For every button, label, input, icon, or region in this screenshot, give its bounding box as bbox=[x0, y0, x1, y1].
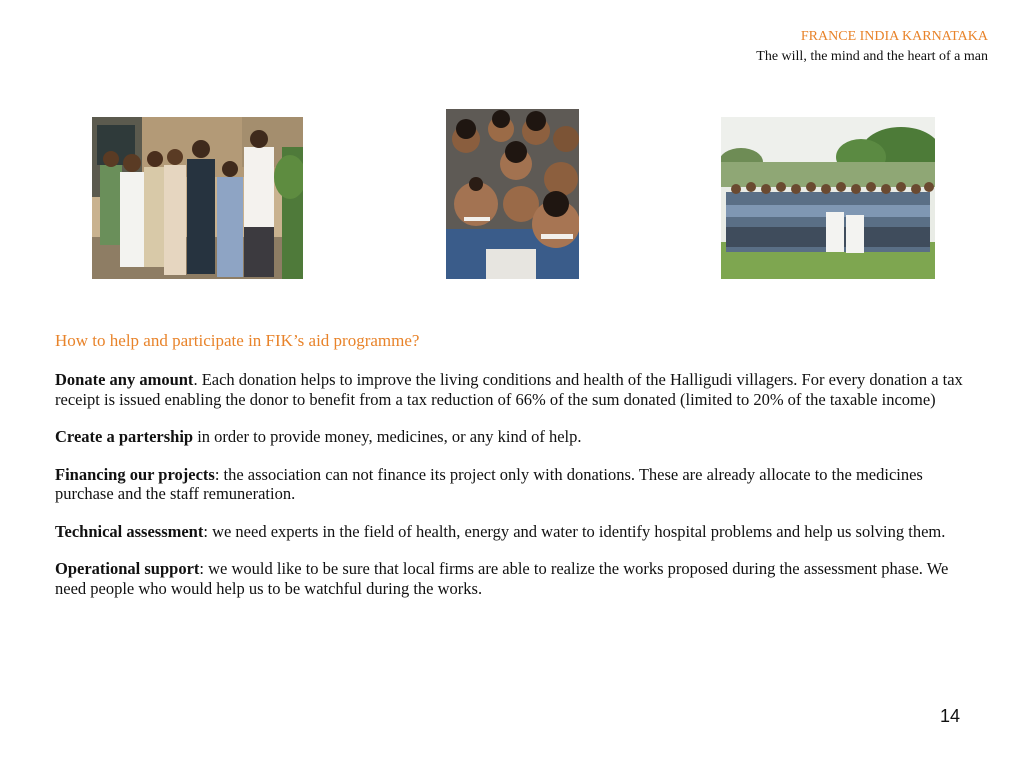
item-text: : the association can not finance its project only with donations. These are already allocate to the medicines purchase and the staff remuneration. bbox=[55, 464, 923, 503]
item-technical-assessment bbox=[55, 522, 970, 542]
item-term: Financing our projects bbox=[55, 464, 215, 484]
slide-header bbox=[756, 28, 988, 66]
section-title: How to help and participate in FIK’s aid programme? bbox=[55, 331, 420, 350]
item-term: Donate any amount bbox=[55, 370, 194, 389]
organization-name: FRANCE INDIA KARNATAKA bbox=[800, 29, 988, 44]
page-number: 14 bbox=[940, 706, 961, 726]
item-financing bbox=[55, 465, 970, 504]
item-partnership bbox=[55, 427, 970, 447]
item-term: Technical assessment bbox=[55, 521, 204, 541]
photo-group-building-image bbox=[92, 117, 303, 279]
item-donate bbox=[55, 370, 970, 409]
photo-students-lawn bbox=[721, 117, 935, 279]
help-section bbox=[55, 330, 970, 616]
item-text: : we would like to be sure that local firms are able to realize the works proposed during the assessment phase. We need people who would help us to be watchful during the works. bbox=[55, 559, 949, 598]
photo-group-building bbox=[92, 117, 303, 279]
photo-children-image bbox=[446, 109, 579, 279]
item-text: : we need experts in the field of health, energy and water to identify hospital problems and help us solving them. bbox=[203, 521, 946, 541]
item-term: Operational support bbox=[55, 559, 200, 578]
item-text: in order to provide money, medicines, or any kind of help. bbox=[193, 427, 582, 446]
item-text: . Each donation helps to improve the living conditions and health of the Halligudi villagers. For every donation a tax receipt is issued enabling the donor to benefit from a tax reduction of 66% of the sum donated (limited to 20% of the taxable income) bbox=[55, 370, 963, 409]
item-term: Create a partership bbox=[55, 427, 194, 446]
item-operational-support bbox=[55, 559, 970, 598]
photo-children bbox=[446, 109, 579, 279]
photo-students-lawn-image bbox=[721, 117, 935, 279]
tagline: The will, the mind and the heart of a man bbox=[756, 49, 988, 64]
